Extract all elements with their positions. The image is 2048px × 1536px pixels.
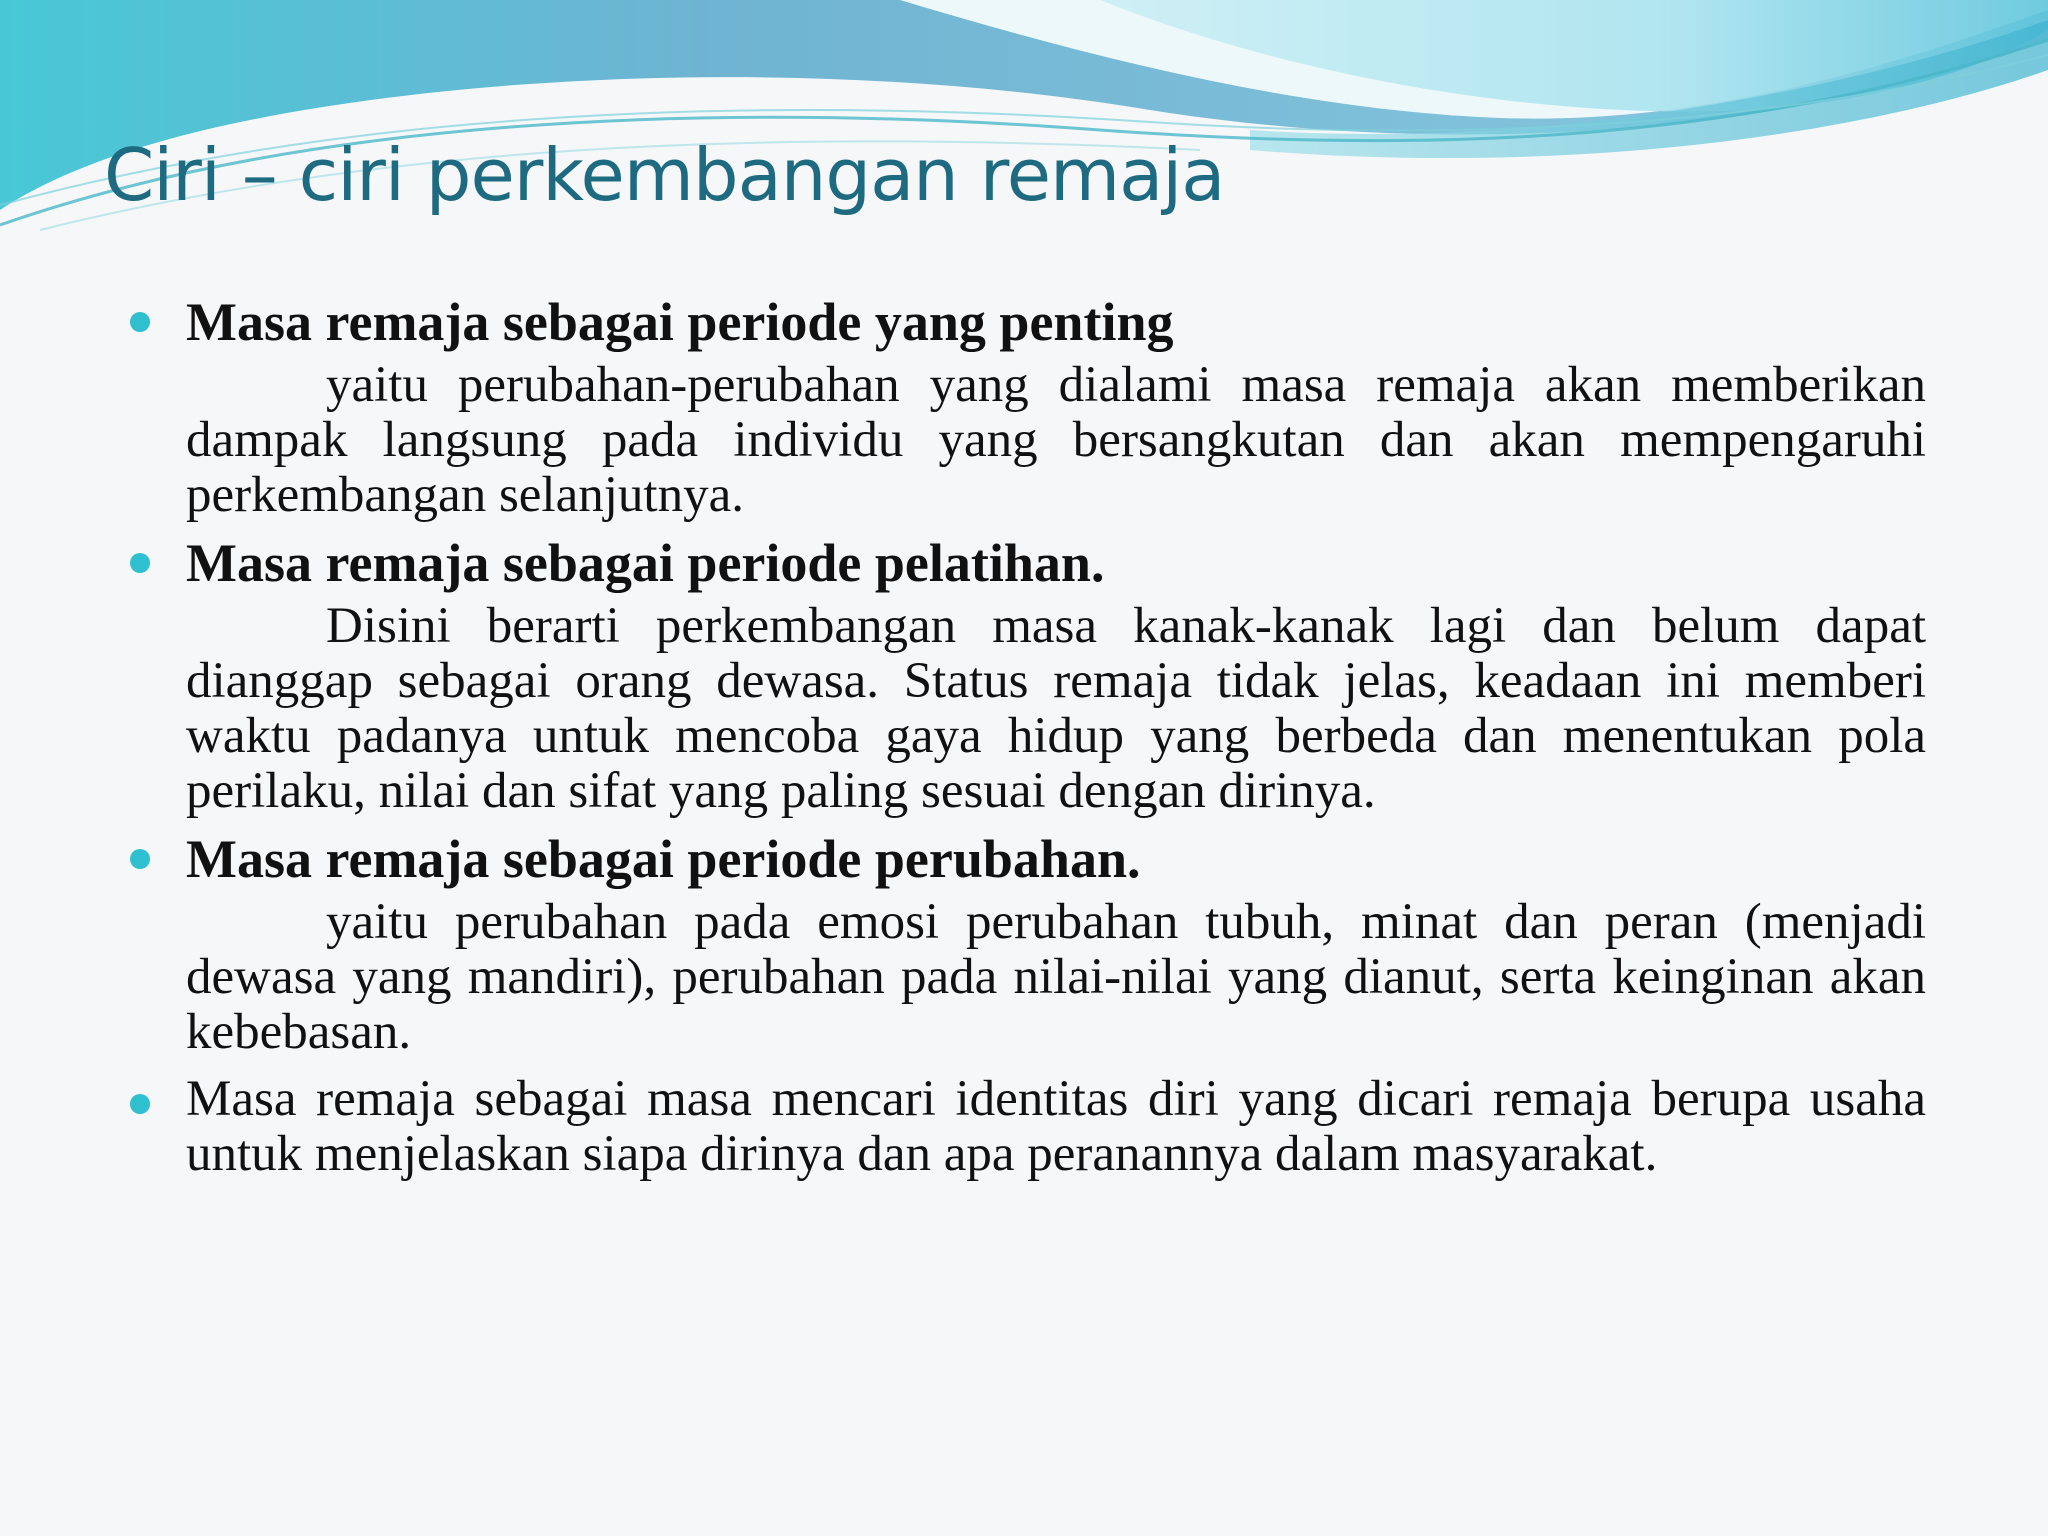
list-item — [126, 290, 1926, 523]
item-heading: Masa remaja sebagai periode perubahan. — [186, 829, 1141, 889]
slide-title: Ciri – ciri perkembangan remaja — [104, 133, 1225, 217]
item-heading: Masa remaja sebagai periode yang penting — [186, 292, 1174, 352]
bullet-dot-icon — [130, 849, 150, 869]
bullet-dot-icon — [130, 553, 150, 573]
bullet-list — [126, 290, 1926, 1186]
list-item — [126, 531, 1926, 819]
item-text: Masa remaja sebagai masa mencari identitas diri yang dicari remaja berupa usaha untuk menjelaskan siapa dirinya dan apa peranannya dalam masyarakat. — [186, 1071, 1926, 1182]
bullet-dot-icon — [130, 1094, 150, 1114]
item-description: yaitu perubahan pada emosi perubahan tubuh, minat dan peran (menjadi dewasa yang mandiri), perubahan pada nilai-nilai yang dianut, serta keinginan akan kebebasan. — [186, 894, 1926, 1060]
item-description: yaitu perubahan-perubahan yang dialami masa remaja akan memberikan dampak langsung pada individu yang bersangkutan dan akan mempengaruhi perkembangan selanjutnya. — [186, 357, 1926, 523]
bullet-dot-icon — [130, 312, 150, 332]
item-heading: Masa remaja sebagai periode pelatihan. — [186, 533, 1105, 593]
list-item — [126, 827, 1926, 1060]
list-item — [126, 1068, 1926, 1182]
item-description: Disini berarti perkembangan masa kanak-kanak lagi dan belum dapat dianggap sebagai orang dewasa. Status remaja tidak jelas, keadaan ini memberi waktu padanya untuk mencoba gaya hidup yang berbeda dan menentukan pola perilaku, nilai dan sifat yang paling sesuai dengan dirinya. — [186, 598, 1926, 819]
